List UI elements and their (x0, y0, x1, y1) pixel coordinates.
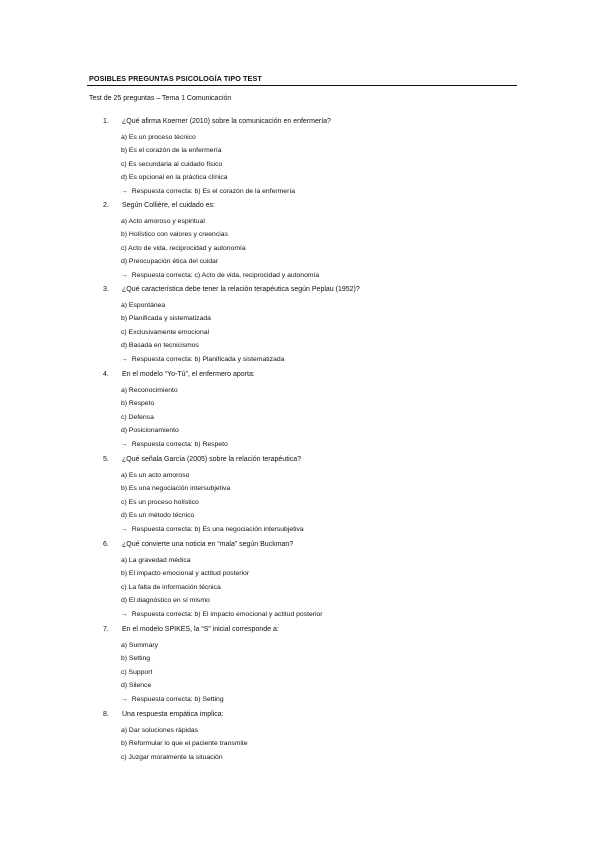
question-heading (103, 541, 293, 548)
answer-option: d) Silence (121, 682, 152, 690)
answer-option: d) Posicionamiento (121, 427, 179, 435)
arrow-right-icon: → (121, 355, 128, 363)
question-number: 3. (103, 286, 109, 293)
question-number: 8. (103, 711, 109, 718)
answer-option: c) Acto de vida, reciprocidad y autonomía (121, 244, 246, 252)
answer-option: a) Es un proceso técnico (121, 134, 196, 141)
answer-option: b) Es una negociación intersubjetiva (121, 485, 231, 493)
answer-option: a) Dar soluciones rápidas (121, 727, 199, 734)
question-text: Una respuesta empática implica: (122, 711, 224, 718)
correct-answer (121, 353, 284, 366)
question-text: ¿Qué afirma Koerner (2010) sobre la comunicación en enfermería? (122, 118, 331, 125)
answer-option: a) Acto amoroso y espiritual (121, 218, 205, 225)
question-text: ¿Qué convierte una noticia en “mala” según Buckman? (122, 541, 294, 548)
answer-option: b) Setting (121, 655, 151, 663)
title-divider (87, 85, 517, 86)
question-number: 4. (103, 371, 109, 378)
question-number: 7. (103, 626, 109, 633)
question-number: 2. (103, 202, 109, 209)
answer-option: b) Reformular lo que el paciente transmite (121, 740, 248, 748)
answer-option: d) Basada en tecnicismos (121, 342, 199, 350)
correct-answer (121, 693, 224, 706)
correct-answer-text: Respuesta correcta: b) Respeto (131, 440, 228, 448)
question-heading (103, 202, 215, 209)
arrow-right-icon: → (121, 525, 128, 533)
option-list (121, 639, 224, 706)
question-heading (103, 626, 279, 633)
option-list (121, 131, 295, 198)
correct-answer-text: Respuesta correcta: b) Setting (131, 695, 224, 703)
question-number: 1. (103, 118, 109, 125)
question-heading (103, 711, 224, 718)
correct-answer-text: Respuesta correcta: b) Es el corazón de la enfermería (131, 187, 296, 195)
arrow-right-icon: → (121, 187, 128, 195)
arrow-right-icon: → (121, 271, 128, 279)
answer-option: b) Holístico con valores y creencias (121, 231, 228, 239)
answer-option: c) La falta de información técnica (121, 583, 221, 591)
correct-answer-text: Respuesta correcta: b) Es una negociación intersubjetiva (131, 525, 304, 533)
document-subtitle: Test de 25 preguntas – Tema 1 Comunicación (89, 95, 232, 102)
answer-option: a) Es un acto amoroso (121, 472, 190, 479)
answer-option: d) Es un método técnico (121, 512, 195, 520)
option-list (121, 554, 323, 621)
answer-option: c) Es un proceso holístico (121, 498, 199, 506)
correct-answer-text: Respuesta correcta: b) El impacto emocional y actitud posterior (131, 610, 323, 618)
answer-option: d) Es opcional en la práctica clínica (121, 174, 228, 182)
answer-option: a) Espontánea (121, 302, 166, 309)
answer-option: a) Summary (121, 642, 159, 649)
answer-option: c) Es secundaria al cuidado físico (121, 160, 223, 168)
arrow-right-icon: → (121, 695, 128, 703)
answer-option: c) Defensa (121, 413, 154, 421)
question-text: ¿Qué característica debe tener la relación terapéutica según Peplau (1952)? (122, 286, 360, 293)
correct-answer-text: Respuesta correcta: b) Planificada y sistematizada (131, 355, 285, 363)
option-list (121, 724, 248, 764)
answer-option: c) Exclusivamente emocional (121, 328, 210, 336)
option-list (121, 469, 304, 536)
answer-option: a) Reconocimiento (121, 387, 178, 394)
option-list (121, 384, 228, 451)
answer-option: c) Juzgar moralmente la situación (121, 753, 223, 761)
question-text: En el modelo SPIKES, la “S” inicial corresponde a: (122, 626, 279, 633)
answer-option: d) El diagnóstico en sí mismo (121, 597, 210, 605)
question-heading (103, 286, 360, 293)
question-text: En el modelo “Yo-Tú”, el enfermero aporta: (122, 371, 255, 378)
correct-answer (121, 269, 319, 282)
option-list (121, 215, 319, 282)
correct-answer (121, 185, 295, 198)
answer-option: a) La gravedad médica (121, 557, 191, 564)
answer-option: d) Preocupación ética del cuidar (121, 258, 219, 266)
correct-answer (121, 438, 228, 451)
arrow-right-icon: → (121, 440, 128, 448)
document-title: POSIBLES PREGUNTAS PSICOLOGÍA TIPO TEST (89, 74, 262, 83)
question-heading (103, 118, 331, 125)
answer-option: b) Es el corazón de la enfermería (121, 147, 222, 155)
question-heading (103, 456, 301, 463)
correct-answer-text: Respuesta correcta: c) Acto de vida, reciprocidad y autonomía (131, 271, 320, 279)
question-heading (103, 371, 255, 378)
option-list (121, 299, 284, 366)
correct-answer (121, 523, 304, 536)
question-number: 6. (103, 541, 109, 548)
answer-option: b) El impacto emocional y actitud posterior (121, 570, 250, 578)
correct-answer (121, 608, 323, 621)
answer-option: b) Planificada y sistematizada (121, 315, 211, 323)
question-text: ¿Qué señala García (2005) sobre la relación terapéutica? (122, 456, 301, 463)
question-text: Según Collière, el cuidado es: (122, 202, 216, 209)
answer-option: b) Respeto (121, 400, 155, 408)
question-number: 5. (103, 456, 109, 463)
arrow-right-icon: → (121, 610, 128, 618)
answer-option: c) Support (121, 668, 153, 676)
